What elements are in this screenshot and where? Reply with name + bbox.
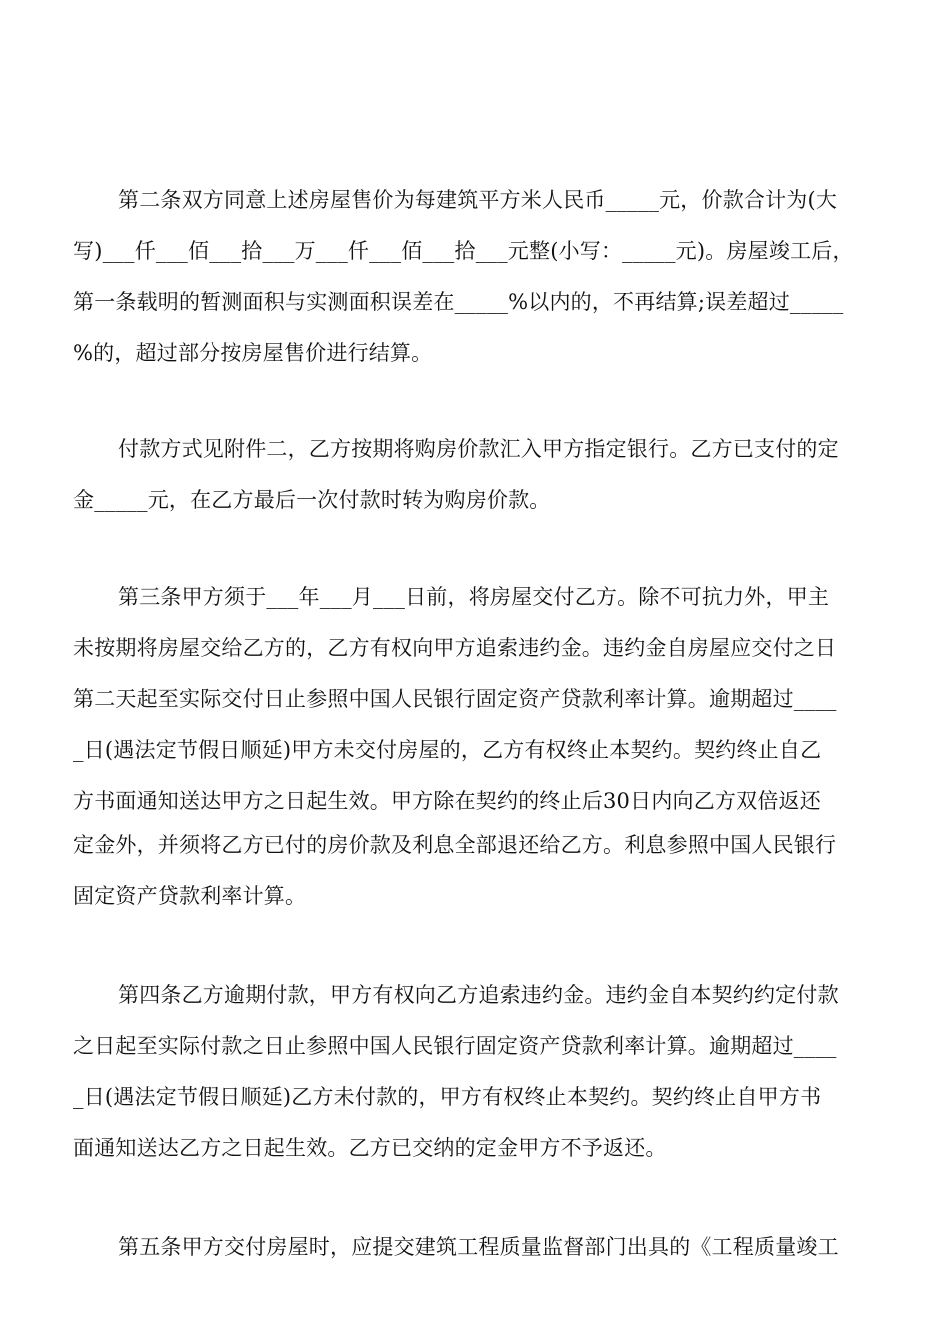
- paragraph-3-line-5: 方书面通知送达甲方之日起生效。甲方除在契约的终止后30日内向乙方双倍返还: [73, 789, 821, 813]
- paragraph-3-line-4: _日(遇法定节假日顺延)甲方未交付房屋的，乙方有权终止本契约。契约终止自乙: [73, 738, 822, 762]
- paragraph-5-line-1: 第五条甲方交付房屋时，应提交建筑工程质量监督部门出具的《工程质量竣工: [118, 1235, 839, 1259]
- paragraph-3-line-1: 第三条甲方须于___年___月___日前，将房屋交付乙方。除不可抗力外，甲主: [118, 585, 830, 609]
- paragraph-1-line-3: 第一条载明的暂测面积与实测面积误差在_____%以内的，不再结算;误差超过_____: [73, 290, 844, 314]
- paragraph-2-line-2: 金_____元，在乙方最后一次付款时转为购房价款。: [73, 488, 551, 512]
- paragraph-4-line-3: _日(遇法定节假日顺延)乙方未付款的，甲方有权终止本契约。契约终止自甲方书: [73, 1085, 822, 1109]
- paragraph-1-line-1: 第二条双方同意上述房屋售价为每建筑平方米人民币_____元，价款合计为(大: [118, 188, 838, 212]
- paragraph-2-line-1: 付款方式见附件二，乙方按期将购房价款汇入甲方指定银行。乙方已支付的定: [118, 437, 839, 461]
- paragraph-1-line-2: 写)___仟___佰___拾___万___仟___佰___拾___元整(小写：_____元)。房屋竣工后，: [73, 239, 854, 263]
- paragraph-3-line-6: 定金外，并须将乙方已付的房价款及利息全部退还给乙方。利息参照中国人民银行: [73, 833, 837, 857]
- paragraph-1-line-4: %的，超过部分按房屋售价进行结算。: [73, 341, 433, 365]
- paragraph-4-line-4: 面通知送达乙方之日起生效。乙方已交纳的定金甲方不予返还。: [73, 1136, 667, 1160]
- paragraph-4-line-1: 第四条乙方逾期付款，甲方有权向乙方追索违约金。违约金自本契约约定付款: [118, 983, 839, 1007]
- paragraph-3-line-3: 第二天起至实际交付日止参照中国人民银行固定资产贷款利率计算。逾期超过____: [73, 687, 837, 711]
- paragraph-3-line-7: 固定资产贷款利率计算。: [73, 884, 307, 908]
- paragraph-4-line-2: 之日起至实际付款之日止参照中国人民银行固定资产贷款利率计算。逾期超过____: [73, 1034, 837, 1058]
- paragraph-3-line-2: 未按期将房屋交给乙方的，乙方有权向甲方追索违约金。违约金自房屋应交付之日: [73, 636, 837, 660]
